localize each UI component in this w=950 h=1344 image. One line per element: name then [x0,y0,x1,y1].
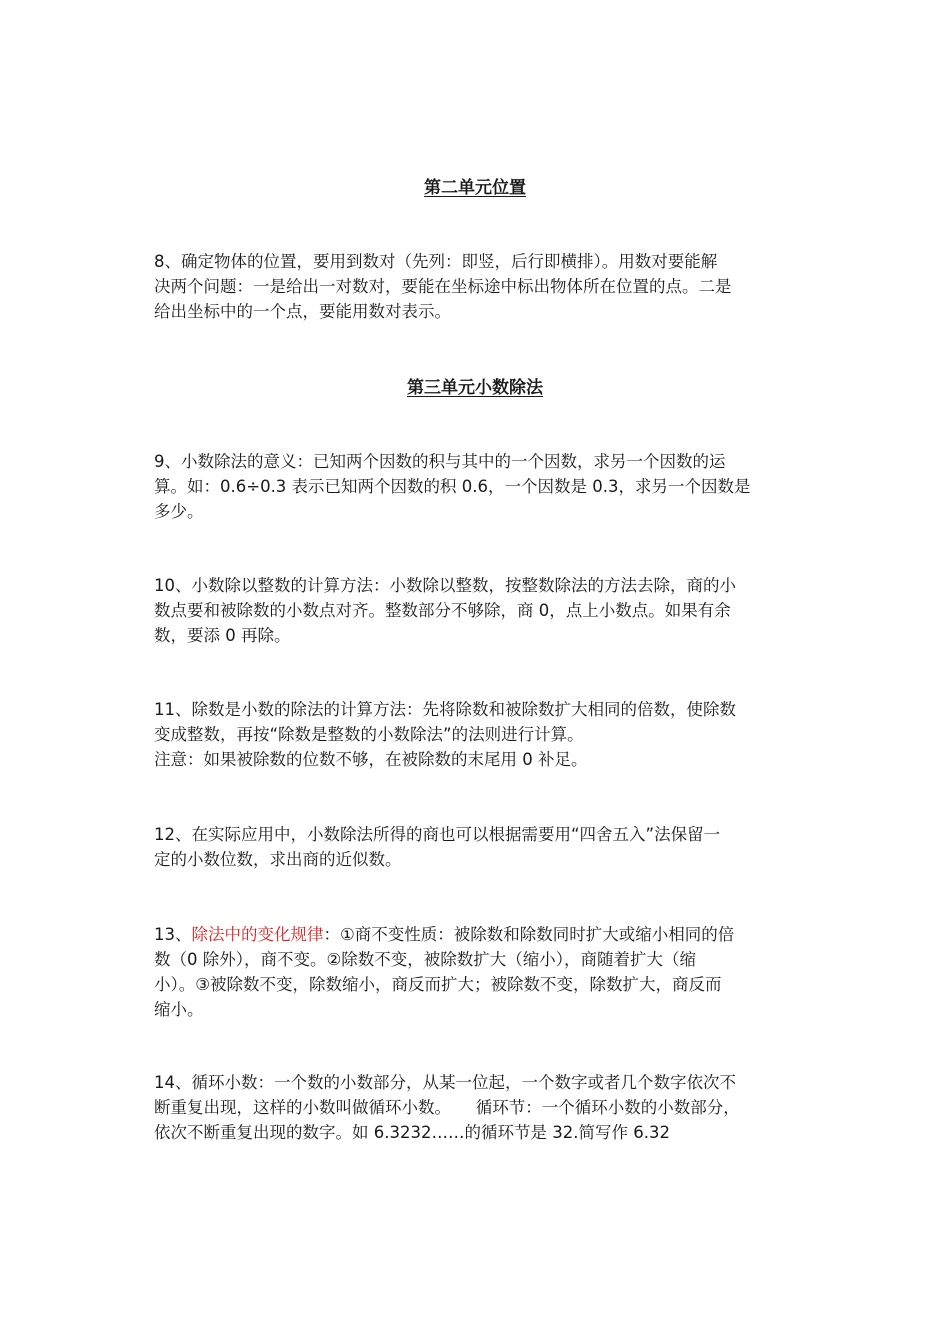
paragraph-11-note: 注意：如果被除数的位数不够，在被除数的末尾用 0 补足。 [154,750,588,769]
paragraph-13 [154,922,804,1022]
paragraph-14-line-1: 14、循环小数：一个数的小数部分，从某一位起，一个数字或者几个数字依次不 [154,1073,736,1092]
paragraph-10-line-3: 数，要添 0 再除。 [154,626,291,645]
paragraph-14-line-2: 断重复出现，这样的小数叫做循环小数。 循环节：一个循环小数的小数部分， [154,1098,740,1117]
paragraph-10-line-1: 10、小数除以整数的计算方法：小数除以整数，按整数除法的方法去除，商的小 [154,576,736,595]
paragraph-11-line-2: 变成整数，再按“除数是整数的小数除法”的法则进行计算。 [154,725,584,744]
paragraph-10-line-2: 数点要和被除数的小数点对齐。整数部分不够除，商 0，点上小数点。如果有余 [154,601,731,620]
paragraph-10 [154,573,804,648]
paragraph-9 [154,449,804,524]
paragraph-9-line-3: 多少。 [154,502,204,521]
unit3-heading: 第三单元小数除法 [407,378,543,398]
paragraph-13-number: 13、 [154,925,192,944]
paragraph-14-line-3: 依次不断重复出现的数字。如 6.3232……的循环节是 32.简写作 6.32 [154,1123,670,1142]
paragraph-8-line-3: 给出坐标中的一个点，要能用数对表示。 [154,302,451,321]
paragraph-9-line-2: 算。如：0.6÷0.3 表示已知两个因数的积 0.6，一个因数是 0.3，求另一个因数是 [154,477,751,496]
unit2-heading: 第二单元位置 [424,178,526,198]
paragraph-13-line-4: 缩小。 [154,1000,204,1019]
paragraph-13-line-3: 小）。③被除数不变，除数缩小，商反而扩大；被除数不变，除数扩大，商反而 [154,975,722,994]
paragraph-14 [154,1070,804,1145]
paragraph-8-line-2: 决两个问题：一是给出一对数对，要能在坐标途中标出物体所在位置的点。二是 [154,277,732,296]
paragraph-9-line-1: 9、小数除法的意义：已知两个因数的积与其中的一个因数，求另一个因数的运 [154,452,726,471]
paragraph-11 [154,697,804,772]
paragraph-12-line-1: 12、在实际应用中，小数除法所得的商也可以根据需要用“四舍五入”法保留一 [154,825,721,844]
paragraph-13-highlight: 除法中的变化规律 [191,925,324,944]
paragraph-11-line-1: 11、除数是小数的除法的计算方法：先将除数和被除数扩大相同的倍数，使除数 [154,700,736,719]
paragraph-12-line-2: 定的小数位数，求出商的近似数。 [154,850,402,869]
paragraph-8-line-1: 8、确定物体的位置，要用到数对（先列：即竖，后行即横排）。用数对要能解 [154,252,718,271]
paragraph-8 [154,249,804,324]
paragraph-12 [154,822,804,872]
paragraph-13-line-1 [154,922,804,947]
paragraph-13-line-2: 数（0 除外），商不变。②除数不变，被除数扩大（缩小），商随着扩大（缩 [154,950,697,969]
paragraph-13-line-1-rest: ：①商不变性质：被除数和除数同时扩大或缩小相同的倍 [323,925,735,944]
